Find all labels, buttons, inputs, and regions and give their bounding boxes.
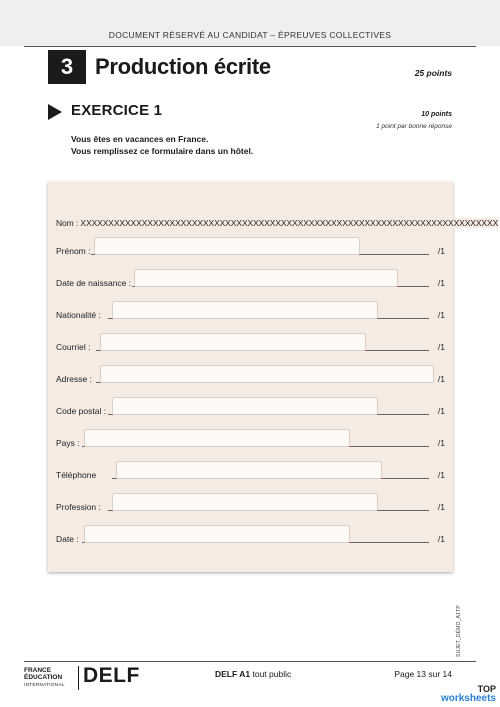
- form-row-nom: [56, 210, 499, 230]
- pays-label: Pays :: [56, 438, 80, 448]
- section-number: 3: [48, 50, 86, 84]
- profession-label: Profession :: [56, 502, 101, 512]
- adresse-input[interactable]: [100, 365, 434, 383]
- exercise-scoring-rule: 1 point par bonne réponse: [376, 123, 452, 130]
- hotel-form: [48, 182, 499, 572]
- form-row-profession: [56, 494, 445, 514]
- france-education-logo: [24, 667, 76, 688]
- triangle-right-icon: [48, 104, 62, 120]
- watermark: [441, 685, 496, 703]
- header-banner: DOCUMENT RÉSERVÉ AU CANDIDAT – ÉPREUVES COLLECTIVES: [108, 30, 392, 40]
- subject-code-text: SUJET_DÉMO_A1TP: [456, 605, 462, 657]
- pays-input[interactable]: [84, 429, 350, 447]
- date-naissance-label: Date de naissance :: [56, 278, 132, 288]
- footer-audience: tout public: [252, 669, 292, 679]
- courriel-label: Courriel :: [56, 342, 91, 352]
- footer-level-name: DELF A1: [215, 669, 251, 679]
- code-postal-label: Code postal :: [56, 406, 107, 416]
- logo-line: INTERNATIONAL: [24, 682, 65, 687]
- instruction-line: Vous êtes en vacances en France.: [71, 134, 209, 144]
- prenom-label: Prénom :: [56, 246, 91, 256]
- courriel-input[interactable]: [100, 333, 366, 351]
- profession-score: /1: [437, 502, 445, 512]
- form-row-courriel: [56, 334, 445, 354]
- profession-input[interactable]: [112, 493, 378, 511]
- footer-level: [215, 669, 291, 679]
- footer-rule: [24, 661, 476, 662]
- header-band: [0, 0, 500, 46]
- section-title: Production écrite: [95, 54, 271, 79]
- prenom-score: /1: [437, 246, 445, 256]
- delf-logo: DELF: [83, 664, 140, 687]
- nationalite-input[interactable]: [112, 301, 378, 319]
- code-postal-input[interactable]: [112, 397, 378, 415]
- telephone-score: /1: [437, 470, 445, 480]
- exercise-title: EXERCICE 1: [71, 102, 163, 119]
- section-points: 25 points: [414, 68, 452, 78]
- date-label: Date :: [56, 534, 79, 544]
- exercise-instructions: [71, 133, 253, 157]
- adresse-score: /1: [437, 374, 445, 384]
- date-naissance-score: /1: [437, 278, 445, 288]
- form-row-code-postal: [56, 398, 445, 418]
- logo-divider: [78, 666, 79, 690]
- instruction-line: Vous remplissez ce formulaire dans un hôtel.: [71, 146, 254, 156]
- watermark-line: TOP: [477, 684, 496, 694]
- subject-code: [454, 606, 464, 656]
- nationalite-score: /1: [437, 310, 445, 320]
- telephone-input[interactable]: [116, 461, 382, 479]
- date-input[interactable]: [84, 525, 350, 543]
- telephone-label: Téléphone: [56, 470, 97, 480]
- courriel-score: /1: [437, 342, 445, 352]
- logo-line: ÉDUCATION: [24, 674, 63, 681]
- code-postal-score: /1: [437, 406, 445, 416]
- form-row-adresse: [56, 366, 445, 386]
- logo-line: FRANCE: [24, 667, 52, 674]
- watermark-line: worksheets: [440, 693, 496, 704]
- date-naissance-input[interactable]: [134, 269, 398, 287]
- page-number: Page 13 sur 14: [394, 669, 452, 679]
- nom-label: Nom : XXXXXXXXXXXXXXXXXXXXXXXXXXXXXXXXXXXXXXXXXXXXXXXXXXXXXXXXXXXXXXXXXXXXXXXXXXX: [56, 218, 499, 228]
- exercise-points: 10 points: [421, 111, 452, 118]
- form-row-telephone: [56, 462, 445, 482]
- date-score: /1: [437, 534, 445, 544]
- form-row-prenom: [56, 238, 445, 258]
- header-rule: [24, 46, 476, 47]
- nationalite-label: Nationalité :: [56, 310, 101, 320]
- adresse-label: Adresse :: [56, 374, 92, 384]
- pays-score: /1: [437, 438, 445, 448]
- form-row-date: [56, 526, 445, 546]
- prenom-input[interactable]: [94, 237, 360, 255]
- form-row-nationalite: [56, 302, 445, 322]
- form-row-pays: [56, 430, 445, 450]
- form-row-date-naissance: [56, 270, 445, 290]
